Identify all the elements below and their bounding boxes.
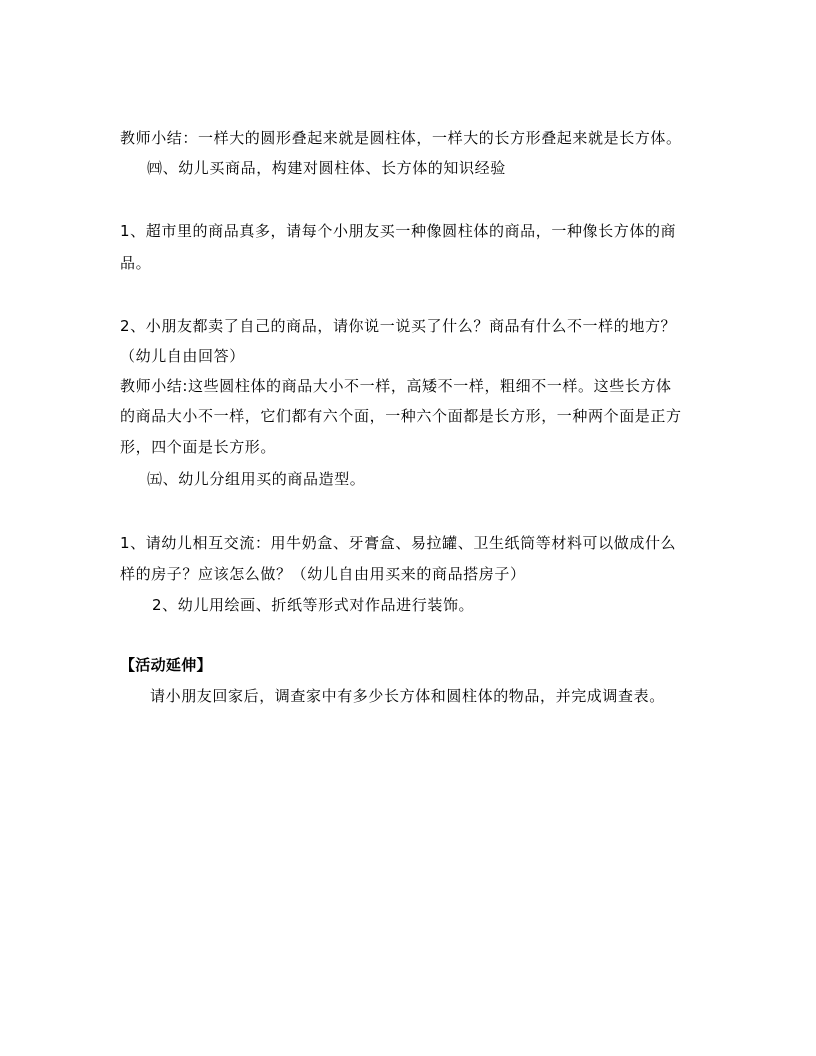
step-2-line-1: 2、小朋友都卖了自己的商品，请你说一说买了什么？商品有什么不一样的地方？	[120, 317, 677, 335]
activity-extension-text: 请小朋友回家后，调查家中有多少长方体和圆柱体的物品，并完成调查表。	[150, 687, 665, 705]
teacher-summary-1: 教师小结：一样大的圆形叠起来就是圆柱体，一样大的长方形叠起来就是长方体。	[120, 129, 682, 147]
teacher-summary-2-line-1: 教师小结:这些圆柱体的商品大小不一样，高矮不一样，粗细不一样。这些长方体	[120, 377, 672, 395]
teacher-summary-2-line-3: 形，四个面是长方形。	[120, 438, 277, 456]
step-1-line-1: 1、超市里的商品真多，请每个小朋友买一种像圆柱体的商品，一种像长方体的商	[120, 222, 677, 240]
group-step-1-line-1: 1、请幼儿相互交流：用牛奶盒、牙膏盒、易拉罐、卫生纸筒等材料可以做成什么	[120, 534, 677, 552]
step-1-line-2: 品。	[120, 254, 152, 272]
group-step-1-line-2: 样的房子？应该怎么做？（幼儿自由用买来的商品搭房子）	[120, 565, 526, 583]
step-2-line-2: （幼儿自由回答）	[120, 347, 245, 365]
activity-extension-heading: 【活动延伸】	[120, 656, 212, 674]
section-heading-5: ㈤、幼儿分组用买的商品造型。	[147, 470, 366, 488]
section-heading-4: ㈣、幼儿买商品，构建对圆柱体、长方体的知识经验	[147, 159, 506, 177]
teacher-summary-2-line-2: 的商品大小不一样，它们都有六个面，一种六个面都是长方形，一种两个面是正方	[120, 407, 682, 425]
group-step-2: 2、幼儿用绘画、折纸等形式对作品进行装饰。	[152, 596, 475, 614]
